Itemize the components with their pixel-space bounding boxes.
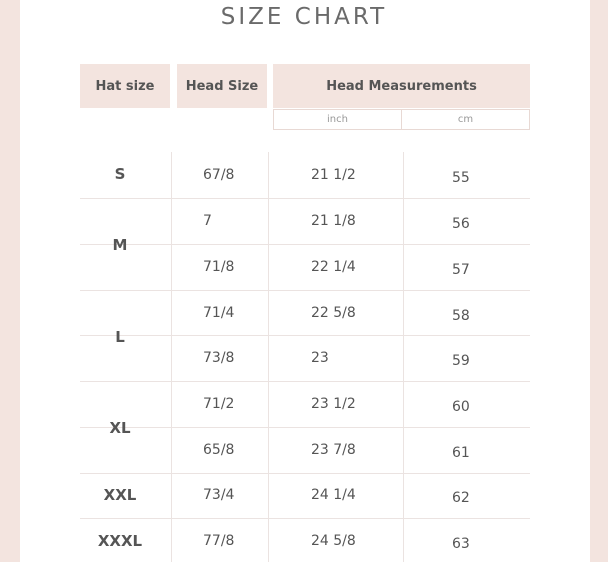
column-divider [171, 152, 172, 562]
row-divider [80, 290, 530, 291]
head-size-cell: 71/8 [203, 259, 235, 275]
cm-cell: 62 [452, 490, 470, 506]
hat-size-label: XL [109, 419, 131, 437]
head-size-cell: 67/8 [203, 167, 235, 183]
hat-size-label: S [114, 165, 126, 183]
head-size-cell: 71/2 [203, 396, 235, 412]
inch-cell: 24 1/4 [311, 487, 356, 503]
header-hat-size: Hat size [80, 64, 170, 108]
row-divider [80, 473, 530, 474]
page-title: SIZE CHART [220, 4, 388, 30]
cm-cell: 58 [452, 308, 470, 324]
inch-cell: 21 1/8 [311, 213, 356, 229]
row-divider [80, 518, 530, 519]
cm-cell: 59 [452, 353, 470, 369]
column-divider [268, 152, 269, 562]
head-size-cell: 65/8 [203, 442, 235, 458]
header-head-size: Head Size [177, 64, 267, 108]
hat-size-label: XXXL [97, 532, 143, 550]
hat-size-label: M [112, 236, 128, 254]
head-size-cell: 73/8 [203, 350, 235, 366]
column-divider [403, 152, 404, 562]
inch-cell: 21 1/2 [311, 167, 356, 183]
cm-cell: 60 [452, 399, 470, 415]
subheader-inch: inch [273, 109, 402, 130]
inch-cell: 24 5/8 [311, 533, 356, 549]
cm-cell: 56 [452, 216, 470, 232]
hat-size-label: L [115, 328, 125, 346]
subheader-cm: cm [401, 109, 530, 130]
inch-cell: 22 5/8 [311, 305, 356, 321]
inch-cell: 23 7/8 [311, 442, 356, 458]
hat-size-label: XXL [103, 486, 137, 504]
inch-cell: 22 1/4 [311, 259, 356, 275]
row-divider [80, 381, 530, 382]
cm-cell: 57 [452, 262, 470, 278]
head-size-cell: 7 [203, 213, 212, 229]
cm-cell: 63 [452, 536, 470, 552]
head-size-cell: 71/4 [203, 305, 235, 321]
cm-cell: 55 [452, 170, 470, 186]
head-size-cell: 73/4 [203, 487, 235, 503]
head-size-cell: 77/8 [203, 533, 235, 549]
inch-cell: 23 1/2 [311, 396, 356, 412]
cm-cell: 61 [452, 445, 470, 461]
row-divider [80, 198, 530, 199]
inch-cell: 23 [311, 350, 329, 366]
header-head-measurements: Head Measurements [273, 64, 530, 108]
